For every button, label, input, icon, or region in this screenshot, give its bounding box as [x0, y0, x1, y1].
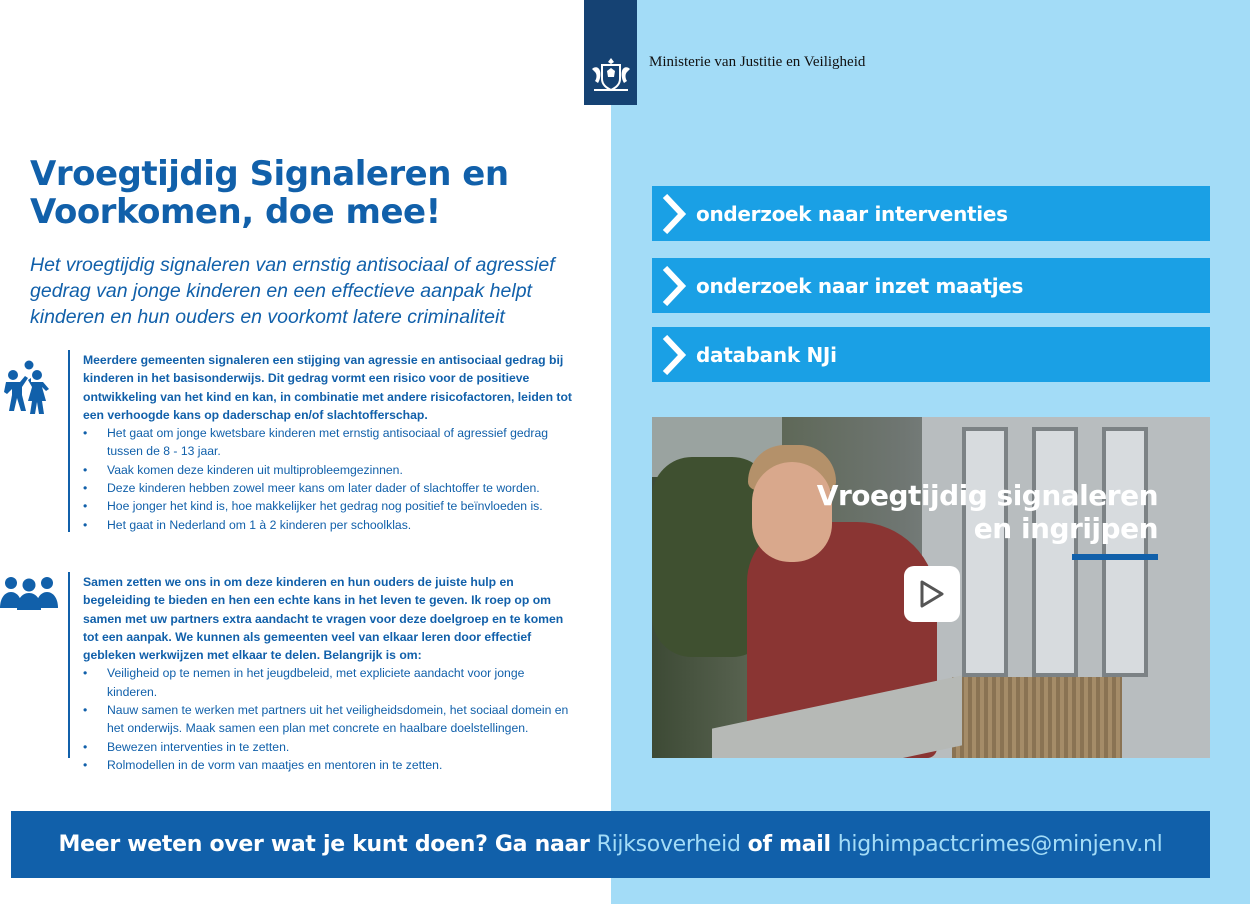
email-link[interactable]: highimpactcrimes@minjenv.nl	[837, 832, 1163, 857]
video-title-underline	[1072, 554, 1158, 560]
video-player[interactable]	[652, 417, 1210, 758]
video-window	[1032, 427, 1078, 677]
chevron-right-icon	[652, 258, 696, 313]
play-button[interactable]	[904, 566, 960, 622]
link-onderzoek-maatjes[interactable]	[652, 258, 1210, 313]
list-item: • Nauw samen te werken met partners uit het veiligheidsdomein, het sociaal domein en het onderwijs. Maak samen een plan met concrete en haalbare doelstellingen.	[83, 701, 573, 738]
video-window	[962, 427, 1008, 677]
footer-banner	[11, 811, 1210, 878]
ministry-name: Ministerie van Justitie en Veiligheid	[649, 54, 866, 70]
list-item: • Hoe jonger het kind is, hoe makkelijker het gedrag nog positief te beïnvloeden is.	[83, 497, 573, 515]
section2-intro: Samen zetten we ons in om deze kinderen en hun ouders de juiste hulp en begeleiding te bieden en hen een echte kans in het leven te geven. Ik roep op om samen met uw partners extra aandacht te vragen voor deze doelgroep en te komen tot een aanpak. We kunnen als gemeenten veel van elkaar leren door effectief gebleken werkwijzen met elkaar te delen. Belangrijk is om:	[83, 575, 564, 663]
rijksoverheid-link[interactable]: Rijksoverheid	[596, 832, 741, 857]
section1	[83, 351, 573, 534]
children-icon	[0, 360, 58, 416]
list-item: • Het gaat in Nederland om 1 à 2 kinderen per schoolklas.	[83, 516, 573, 534]
link-onderzoek-interventies[interactable]	[652, 186, 1210, 241]
group-icon	[0, 574, 58, 610]
section2-divider	[68, 572, 70, 758]
section2	[83, 573, 573, 774]
section2-list	[83, 664, 573, 774]
video-title: Vroegtijdig signaleren en ingrijpen	[816, 479, 1158, 545]
list-item: • Veiligheid op te nemen in het jeugdbeleid, met expliciete aandacht voor jonge kinderen.	[83, 664, 573, 701]
footer-text: of mail	[747, 832, 831, 857]
footer-text: Meer weten over wat je kunt doen? Ga naar	[58, 832, 590, 857]
link-label: databank NJi	[696, 342, 837, 367]
list-item: • Het gaat om jonge kwetsbare kinderen met ernstig antisociaal of agressief gedrag tussen de 8 - 13 jaar.	[83, 424, 573, 461]
page-title: Vroegtijdig Signaleren en Voorkomen, doe mee!	[30, 154, 509, 232]
list-item: • Deze kinderen hebben zowel meer kans om later dader of slachtoffer te worden.	[83, 479, 573, 497]
chevron-right-icon	[652, 186, 696, 241]
coat-of-arms-icon	[588, 55, 634, 95]
page-subtitle: Het vroegtijdig signaleren van ernstig antisociaal of agressief gedrag van jonge kinderen en een effectieve aanpak helpt kinderen en hun ouders en voorkomt latere criminaliteit	[30, 254, 555, 328]
video-window	[1102, 427, 1148, 677]
section1-divider	[68, 350, 70, 532]
link-label: onderzoek naar inzet maatjes	[696, 273, 1024, 298]
link-label: onderzoek naar interventies	[696, 201, 1008, 226]
play-icon	[919, 579, 945, 609]
section1-intro: Meerdere gemeenten signaleren een stijging van agressie en antisociaal gedrag bij kinderen in het basisonderwijs. Dit gedrag vormt een risico voor de positieve ontwikkeling van het kind en kan, in combinatie met andere risicofactoren, leiden tot een verhoogde kans op daderschap en/of slachtofferschap.	[83, 353, 572, 422]
government-logo	[584, 0, 637, 105]
link-databank-nji[interactable]	[652, 327, 1210, 382]
list-item: • Vaak komen deze kinderen uit multiprobleemgezinnen.	[83, 461, 573, 479]
list-item: • Bewezen interventies in te zetten.	[83, 738, 573, 756]
chevron-right-icon	[652, 327, 696, 382]
list-item: • Rolmodellen in de vorm van maatjes en mentoren in te zetten.	[83, 756, 573, 774]
video-fence	[952, 677, 1122, 758]
section1-list	[83, 424, 573, 534]
